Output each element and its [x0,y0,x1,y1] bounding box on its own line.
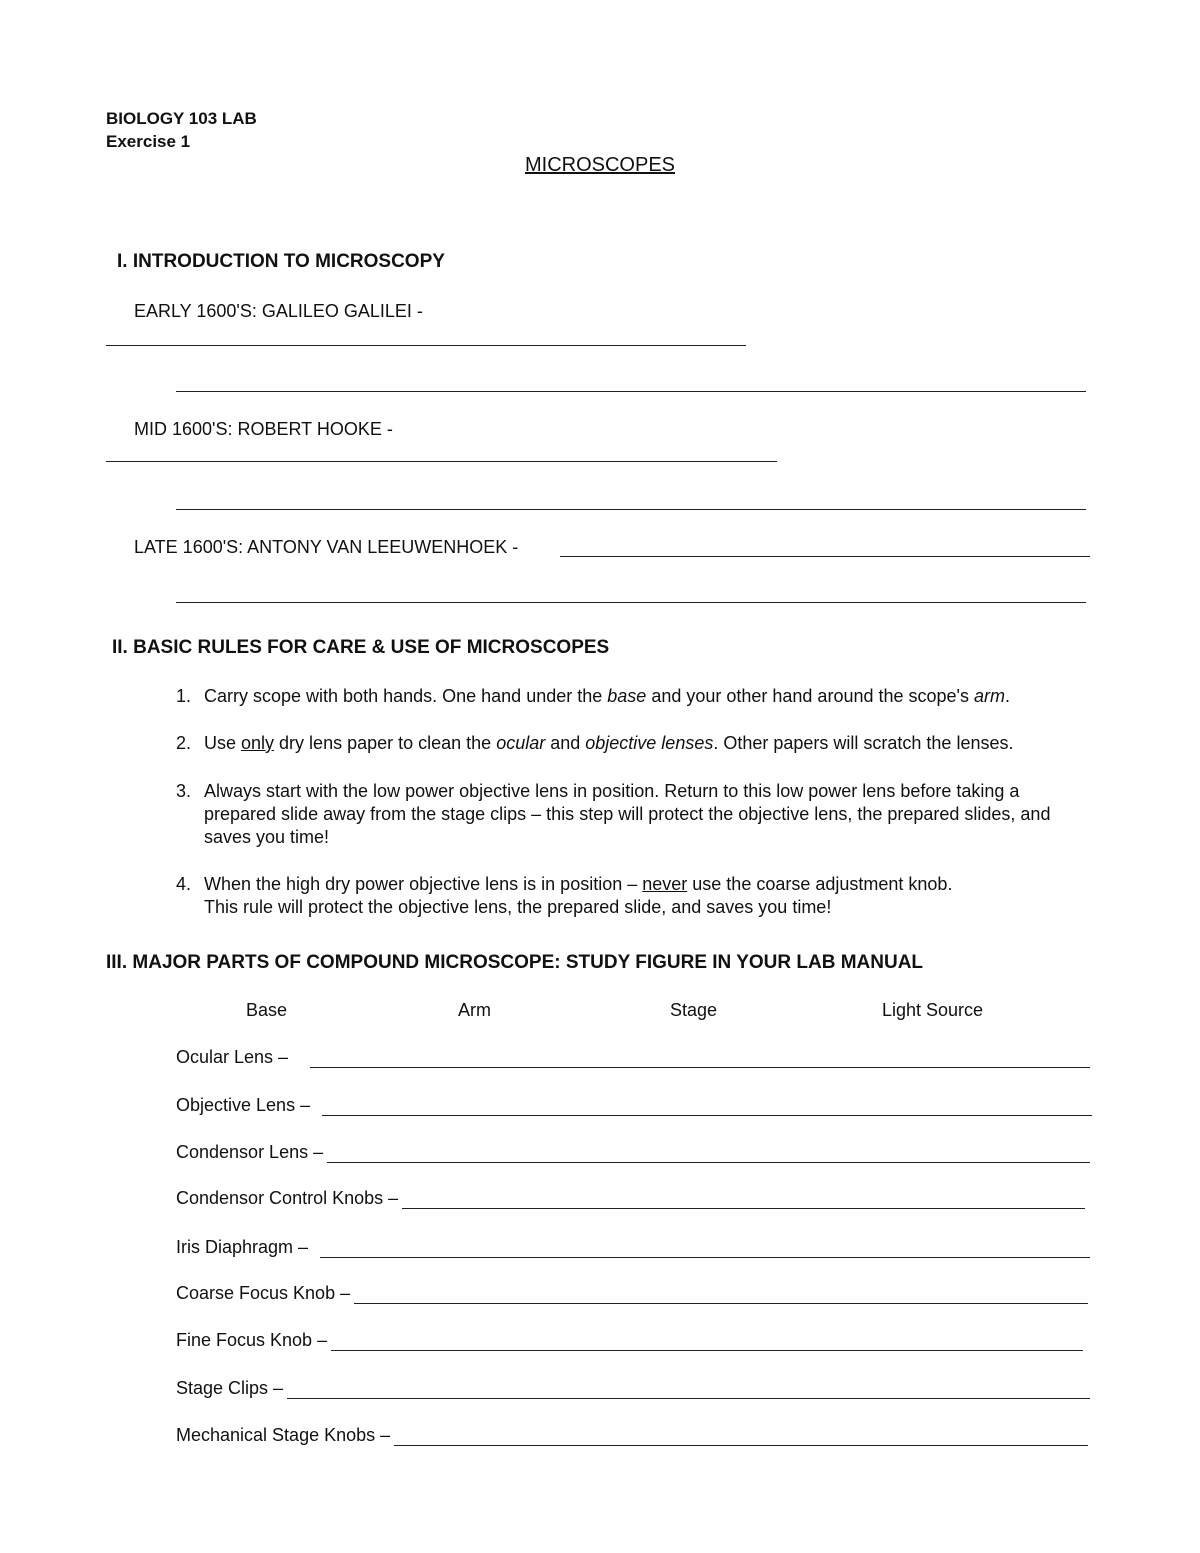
field-ocular-lens-label: Ocular Lens – [176,1047,289,1067]
field-mechanical-stage-knobs-line[interactable] [394,1429,1088,1446]
rule-1-number: 1. [176,686,192,706]
field-condensor-control-knobs-line[interactable] [402,1192,1085,1209]
section-3-heading: III. MAJOR PARTS OF COMPOUND MICROSCOPE: STUDY FIGURE IN YOUR LAB MANUAL [106,952,924,973]
late-answer-line-1[interactable] [560,556,1090,557]
rule-4 [176,873,1096,919]
rule-3-number: 3. [176,781,192,801]
field-objective-lens [176,1094,1092,1116]
field-ocular-lens-line[interactable] [310,1051,1090,1068]
early-1600s-label: EARLY 1600'S: GALILEO GALILEI - [134,301,423,321]
rule-4-text: When the high dry power objective lens is in position – never use the coarse adjustment knob. This rule will protect the objective lens, the prepared slide, and saves you time! [204,874,953,917]
field-condensor-control-knobs [176,1187,1085,1209]
early-answer-line-1[interactable] [106,345,746,346]
field-mechanical-stage-knobs [176,1424,1088,1446]
rule-2-number: 2. [176,733,192,753]
early-answer-line-2[interactable] [176,391,1086,392]
rule-1 [176,685,1096,708]
field-stage-clips [176,1377,1090,1399]
part-light-source: Light Source [882,1000,984,1020]
part-arm: Arm [458,1000,491,1020]
page-title: MICROSCOPES [524,154,676,176]
course-title: BIOLOGY 103 LAB [106,109,257,128]
field-iris-diaphragm-label: Iris Diaphragm – [176,1237,309,1257]
field-fine-focus-knob-line[interactable] [331,1334,1083,1351]
section-1-heading: I. INTRODUCTION TO MICROSCOPY [117,251,445,272]
part-stage: Stage [670,1000,718,1020]
field-mechanical-stage-knobs-label: Mechanical Stage Knobs – [176,1425,391,1445]
field-iris-diaphragm [176,1236,1090,1258]
section-2-heading: II. BASIC RULES FOR CARE & USE OF MICROSCOPES [112,637,610,658]
field-stage-clips-line[interactable] [287,1382,1090,1399]
field-fine-focus-knob-label: Fine Focus Knob – [176,1330,328,1350]
field-coarse-focus-knob-line[interactable] [354,1287,1088,1304]
field-coarse-focus-knob-label: Coarse Focus Knob – [176,1283,351,1303]
field-objective-lens-label: Objective Lens – [176,1095,311,1115]
rule-1-text: Carry scope with both hands. One hand under the base and your other hand around the scope's arm. [204,686,1010,706]
rule-3 [176,780,1066,849]
mid-1600s-label: MID 1600'S: ROBERT HOOKE - [134,419,393,439]
mid-answer-line-1[interactable] [106,461,777,462]
late-1600s-label: LATE 1600'S: ANTONY VAN LEEUWENHOEK - [134,537,519,557]
field-condensor-lens-label: Condensor Lens – [176,1142,324,1162]
field-objective-lens-line[interactable] [322,1099,1092,1116]
field-stage-clips-label: Stage Clips – [176,1378,284,1398]
field-condensor-control-knobs-label: Condensor Control Knobs – [176,1188,399,1208]
mid-answer-line-2[interactable] [176,509,1086,510]
rule-3-text: Always start with the low power objective lens in position. Return to this low power lens before taking a prepared slide away from the stage clips – this step will protect the objective lens, the prepared slides, and saves you time! [204,781,1051,847]
field-ocular-lens [176,1046,1090,1068]
part-base: Base [246,1000,288,1020]
field-condensor-lens-line[interactable] [327,1146,1090,1163]
field-condensor-lens [176,1141,1090,1163]
field-fine-focus-knob [176,1329,1083,1351]
rule-2 [176,732,1096,755]
late-answer-line-2[interactable] [176,602,1086,603]
rule-2-text: Use only dry lens paper to clean the ocular and objective lenses. Other papers will scratch the lenses. [204,733,1014,753]
rule-4-number: 4. [176,874,192,894]
exercise-number: Exercise 1 [106,132,191,151]
field-iris-diaphragm-line[interactable] [320,1241,1090,1258]
field-coarse-focus-knob [176,1282,1088,1304]
